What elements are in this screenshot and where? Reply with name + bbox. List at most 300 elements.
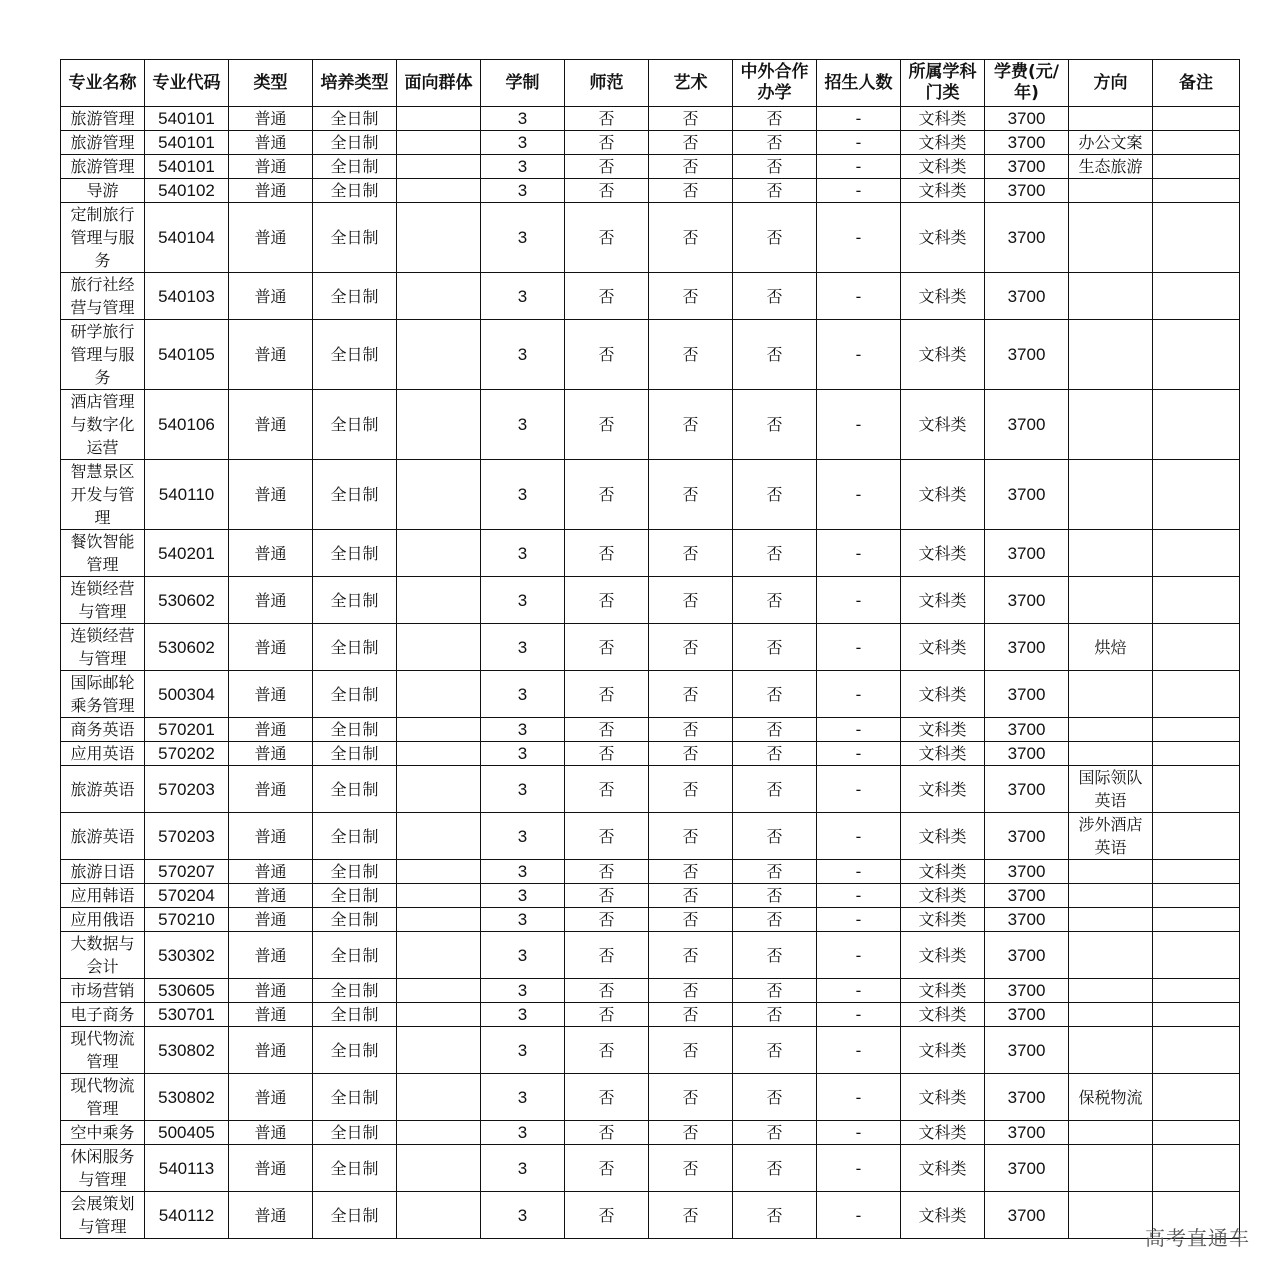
cell-code: 530302 [145,932,229,979]
cell-fee: 3700 [985,179,1069,203]
cell-remark [1153,742,1240,766]
cell-name: 智慧景区开发与管理 [61,460,145,530]
cell-audience [397,742,481,766]
cell-duration: 3 [481,273,565,320]
cell-code: 530802 [145,1074,229,1121]
cell-remark [1153,179,1240,203]
cell-code: 540105 [145,320,229,390]
cell-sino-foreign: 否 [733,320,817,390]
cell-audience [397,1003,481,1027]
cell-type: 普通 [229,203,313,273]
cell-remark [1153,1074,1240,1121]
header-training: 培养类型 [313,60,397,107]
cell-training: 全日制 [313,766,397,813]
cell-duration: 3 [481,860,565,884]
table-row [61,1027,1240,1074]
cell-normal: 否 [565,624,649,671]
cell-code: 530602 [145,624,229,671]
cell-training: 全日制 [313,718,397,742]
cell-sino-foreign: 否 [733,530,817,577]
cell-fee: 3700 [985,932,1069,979]
cell-direction [1069,932,1153,979]
cell-direction [1069,577,1153,624]
cell-enrollment: - [817,1074,901,1121]
cell-direction: 涉外酒店英语 [1069,813,1153,860]
cell-normal: 否 [565,203,649,273]
cell-normal: 否 [565,1145,649,1192]
cell-name: 大数据与会计 [61,932,145,979]
cell-art: 否 [649,530,733,577]
cell-art: 否 [649,884,733,908]
table-row [61,908,1240,932]
header-remark: 备注 [1153,60,1240,107]
cell-type: 普通 [229,1145,313,1192]
cell-discipline: 文科类 [901,1003,985,1027]
cell-type: 普通 [229,1027,313,1074]
cell-audience [397,766,481,813]
cell-sino-foreign: 否 [733,1027,817,1074]
cell-name: 应用俄语 [61,908,145,932]
cell-enrollment: - [817,179,901,203]
cell-normal: 否 [565,671,649,718]
cell-sino-foreign: 否 [733,1003,817,1027]
cell-normal: 否 [565,460,649,530]
cell-fee: 3700 [985,1121,1069,1145]
table-row [61,624,1240,671]
cell-duration: 3 [481,530,565,577]
cell-fee: 3700 [985,624,1069,671]
cell-art: 否 [649,979,733,1003]
cell-name: 连锁经营与管理 [61,577,145,624]
cell-art: 否 [649,813,733,860]
cell-enrollment: - [817,577,901,624]
cell-fee: 3700 [985,577,1069,624]
cell-sino-foreign: 否 [733,155,817,179]
cell-audience [397,884,481,908]
cell-remark [1153,671,1240,718]
cell-audience [397,320,481,390]
cell-duration: 3 [481,813,565,860]
cell-code: 570204 [145,884,229,908]
cell-audience [397,390,481,460]
cell-name: 旅游管理 [61,107,145,131]
table-row [61,155,1240,179]
cell-audience [397,460,481,530]
cell-discipline: 文科类 [901,1121,985,1145]
cell-direction [1069,1192,1153,1239]
cell-remark [1153,320,1240,390]
header-name: 专业名称 [61,60,145,107]
cell-duration: 3 [481,390,565,460]
cell-enrollment: - [817,1003,901,1027]
cell-normal: 否 [565,179,649,203]
table-row [61,671,1240,718]
cell-audience [397,979,481,1003]
cell-duration: 3 [481,742,565,766]
cell-audience [397,131,481,155]
cell-type: 普通 [229,155,313,179]
table-row [61,932,1240,979]
cell-sino-foreign: 否 [733,908,817,932]
cell-enrollment: - [817,766,901,813]
cell-direction [1069,460,1153,530]
cell-training: 全日制 [313,530,397,577]
cell-audience [397,203,481,273]
cell-code: 570207 [145,860,229,884]
cell-code: 570203 [145,766,229,813]
cell-duration: 3 [481,766,565,813]
cell-training: 全日制 [313,908,397,932]
cell-sino-foreign: 否 [733,203,817,273]
cell-art: 否 [649,1145,733,1192]
cell-art: 否 [649,577,733,624]
cell-discipline: 文科类 [901,671,985,718]
cell-name: 酒店管理与数字化运营 [61,390,145,460]
cell-audience [397,932,481,979]
cell-discipline: 文科类 [901,979,985,1003]
cell-training: 全日制 [313,1145,397,1192]
cell-enrollment: - [817,1145,901,1192]
table-row [61,813,1240,860]
cell-direction [1069,273,1153,320]
cell-art: 否 [649,932,733,979]
cell-direction [1069,107,1153,131]
cell-type: 普通 [229,766,313,813]
cell-type: 普通 [229,1121,313,1145]
cell-art: 否 [649,203,733,273]
cell-sino-foreign: 否 [733,131,817,155]
cell-remark [1153,718,1240,742]
cell-audience [397,530,481,577]
cell-normal: 否 [565,860,649,884]
cell-type: 普通 [229,1074,313,1121]
cell-remark [1153,131,1240,155]
header-normal: 师范 [565,60,649,107]
cell-code: 500304 [145,671,229,718]
cell-normal: 否 [565,742,649,766]
cell-name: 商务英语 [61,718,145,742]
majors-table [60,59,1240,1239]
cell-art: 否 [649,1027,733,1074]
cell-art: 否 [649,908,733,932]
cell-direction [1069,718,1153,742]
cell-training: 全日制 [313,1003,397,1027]
cell-normal: 否 [565,1027,649,1074]
cell-direction: 保税物流 [1069,1074,1153,1121]
cell-training: 全日制 [313,884,397,908]
cell-training: 全日制 [313,979,397,1003]
cell-normal: 否 [565,107,649,131]
cell-fee: 3700 [985,131,1069,155]
cell-discipline: 文科类 [901,1192,985,1239]
table-row [61,179,1240,203]
cell-training: 全日制 [313,179,397,203]
cell-duration: 3 [481,179,565,203]
cell-art: 否 [649,390,733,460]
cell-fee: 3700 [985,1145,1069,1192]
cell-training: 全日制 [313,107,397,131]
cell-code: 540101 [145,155,229,179]
cell-duration: 3 [481,1074,565,1121]
cell-discipline: 文科类 [901,155,985,179]
cell-training: 全日制 [313,131,397,155]
watermark: 高考直通车 [1145,1226,1250,1250]
cell-direction [1069,203,1153,273]
cell-remark [1153,460,1240,530]
cell-fee: 3700 [985,884,1069,908]
cell-training: 全日制 [313,1121,397,1145]
cell-direction [1069,1003,1153,1027]
cell-discipline: 文科类 [901,884,985,908]
header-row [61,60,1240,107]
cell-fee: 3700 [985,155,1069,179]
cell-fee: 3700 [985,718,1069,742]
cell-duration: 3 [481,979,565,1003]
header-sino-foreign: 中外合作办学 [733,60,817,107]
cell-name: 会展策划与管理 [61,1192,145,1239]
cell-art: 否 [649,1074,733,1121]
cell-sino-foreign: 否 [733,932,817,979]
cell-fee: 3700 [985,203,1069,273]
cell-training: 全日制 [313,460,397,530]
cell-remark [1153,1027,1240,1074]
cell-normal: 否 [565,577,649,624]
cell-art: 否 [649,155,733,179]
cell-remark [1153,766,1240,813]
cell-duration: 3 [481,1192,565,1239]
cell-sino-foreign: 否 [733,577,817,624]
cell-enrollment: - [817,813,901,860]
cell-audience [397,107,481,131]
cell-type: 普通 [229,1192,313,1239]
cell-normal: 否 [565,131,649,155]
cell-art: 否 [649,1121,733,1145]
header-art: 艺术 [649,60,733,107]
cell-duration: 3 [481,932,565,979]
cell-name: 旅游英语 [61,766,145,813]
cell-name: 旅游管理 [61,131,145,155]
cell-type: 普通 [229,884,313,908]
cell-remark [1153,1003,1240,1027]
cell-art: 否 [649,671,733,718]
cell-name: 连锁经营与管理 [61,624,145,671]
cell-fee: 3700 [985,742,1069,766]
cell-normal: 否 [565,766,649,813]
cell-remark [1153,908,1240,932]
cell-type: 普通 [229,979,313,1003]
header-direction: 方向 [1069,60,1153,107]
cell-discipline: 文科类 [901,530,985,577]
cell-type: 普通 [229,813,313,860]
cell-enrollment: - [817,742,901,766]
table-row [61,979,1240,1003]
cell-audience [397,273,481,320]
cell-type: 普通 [229,577,313,624]
cell-enrollment: - [817,979,901,1003]
cell-fee: 3700 [985,460,1069,530]
cell-discipline: 文科类 [901,624,985,671]
cell-training: 全日制 [313,320,397,390]
cell-art: 否 [649,460,733,530]
cell-training: 全日制 [313,932,397,979]
cell-sino-foreign: 否 [733,179,817,203]
cell-code: 530701 [145,1003,229,1027]
cell-discipline: 文科类 [901,460,985,530]
cell-training: 全日制 [313,273,397,320]
cell-fee: 3700 [985,860,1069,884]
cell-normal: 否 [565,718,649,742]
cell-enrollment: - [817,908,901,932]
cell-normal: 否 [565,273,649,320]
cell-type: 普通 [229,624,313,671]
table-row [61,460,1240,530]
cell-audience [397,577,481,624]
cell-type: 普通 [229,1003,313,1027]
cell-audience [397,179,481,203]
header-discipline: 所属学科门类 [901,60,985,107]
table-row [61,742,1240,766]
cell-sino-foreign: 否 [733,860,817,884]
cell-training: 全日制 [313,390,397,460]
cell-direction: 国际领队英语 [1069,766,1153,813]
cell-duration: 3 [481,671,565,718]
cell-discipline: 文科类 [901,107,985,131]
cell-type: 普通 [229,718,313,742]
cell-training: 全日制 [313,624,397,671]
cell-remark [1153,273,1240,320]
cell-fee: 3700 [985,390,1069,460]
cell-art: 否 [649,131,733,155]
cell-duration: 3 [481,577,565,624]
cell-enrollment: - [817,320,901,390]
cell-remark [1153,884,1240,908]
cell-name: 旅行社经营与管理 [61,273,145,320]
cell-remark [1153,932,1240,979]
cell-type: 普通 [229,107,313,131]
cell-discipline: 文科类 [901,577,985,624]
header-duration: 学制 [481,60,565,107]
header-code: 专业代码 [145,60,229,107]
cell-normal: 否 [565,390,649,460]
cell-sino-foreign: 否 [733,107,817,131]
cell-direction [1069,320,1153,390]
cell-sino-foreign: 否 [733,390,817,460]
cell-fee: 3700 [985,766,1069,813]
cell-type: 普通 [229,320,313,390]
cell-type: 普通 [229,932,313,979]
cell-training: 全日制 [313,1074,397,1121]
cell-name: 休闲服务与管理 [61,1145,145,1192]
cell-art: 否 [649,860,733,884]
cell-fee: 3700 [985,1027,1069,1074]
cell-audience [397,1027,481,1074]
cell-remark [1153,979,1240,1003]
cell-enrollment: - [817,671,901,718]
cell-fee: 3700 [985,320,1069,390]
cell-enrollment: - [817,1192,901,1239]
cell-discipline: 文科类 [901,742,985,766]
cell-discipline: 文科类 [901,1145,985,1192]
table-row [61,203,1240,273]
cell-audience [397,1145,481,1192]
table-row [61,273,1240,320]
cell-type: 普通 [229,860,313,884]
cell-enrollment: - [817,131,901,155]
cell-sino-foreign: 否 [733,1145,817,1192]
cell-training: 全日制 [313,1192,397,1239]
cell-code: 540201 [145,530,229,577]
cell-code: 530602 [145,577,229,624]
cell-code: 540102 [145,179,229,203]
cell-enrollment: - [817,460,901,530]
cell-discipline: 文科类 [901,718,985,742]
cell-training: 全日制 [313,1027,397,1074]
cell-normal: 否 [565,320,649,390]
table-row [61,1074,1240,1121]
cell-fee: 3700 [985,1192,1069,1239]
cell-remark [1153,390,1240,460]
cell-type: 普通 [229,530,313,577]
cell-training: 全日制 [313,203,397,273]
cell-code: 540106 [145,390,229,460]
cell-audience [397,1074,481,1121]
cell-duration: 3 [481,1121,565,1145]
cell-direction: 办公文案 [1069,131,1153,155]
cell-sino-foreign: 否 [733,979,817,1003]
cell-code: 570203 [145,813,229,860]
cell-enrollment: - [817,860,901,884]
cell-type: 普通 [229,390,313,460]
cell-training: 全日制 [313,577,397,624]
cell-code: 540103 [145,273,229,320]
cell-sino-foreign: 否 [733,1074,817,1121]
cell-audience [397,1192,481,1239]
cell-enrollment: - [817,155,901,179]
cell-sino-foreign: 否 [733,884,817,908]
cell-direction [1069,1145,1153,1192]
cell-normal: 否 [565,1003,649,1027]
cell-art: 否 [649,742,733,766]
cell-code: 540112 [145,1192,229,1239]
table-row [61,107,1240,131]
cell-normal: 否 [565,1121,649,1145]
cell-normal: 否 [565,1192,649,1239]
cell-type: 普通 [229,671,313,718]
cell-enrollment: - [817,1121,901,1145]
cell-training: 全日制 [313,671,397,718]
cell-training: 全日制 [313,155,397,179]
cell-code: 540101 [145,131,229,155]
cell-remark [1153,624,1240,671]
cell-name: 市场营销 [61,979,145,1003]
cell-name: 旅游英语 [61,813,145,860]
table-row [61,320,1240,390]
cell-enrollment: - [817,624,901,671]
cell-direction [1069,860,1153,884]
cell-audience [397,624,481,671]
cell-name: 旅游管理 [61,155,145,179]
cell-direction [1069,742,1153,766]
cell-duration: 3 [481,718,565,742]
cell-fee: 3700 [985,1074,1069,1121]
cell-duration: 3 [481,320,565,390]
cell-name: 电子商务 [61,1003,145,1027]
cell-sino-foreign: 否 [733,766,817,813]
cell-sino-foreign: 否 [733,1192,817,1239]
cell-discipline: 文科类 [901,320,985,390]
cell-name: 现代物流管理 [61,1074,145,1121]
cell-remark [1153,107,1240,131]
